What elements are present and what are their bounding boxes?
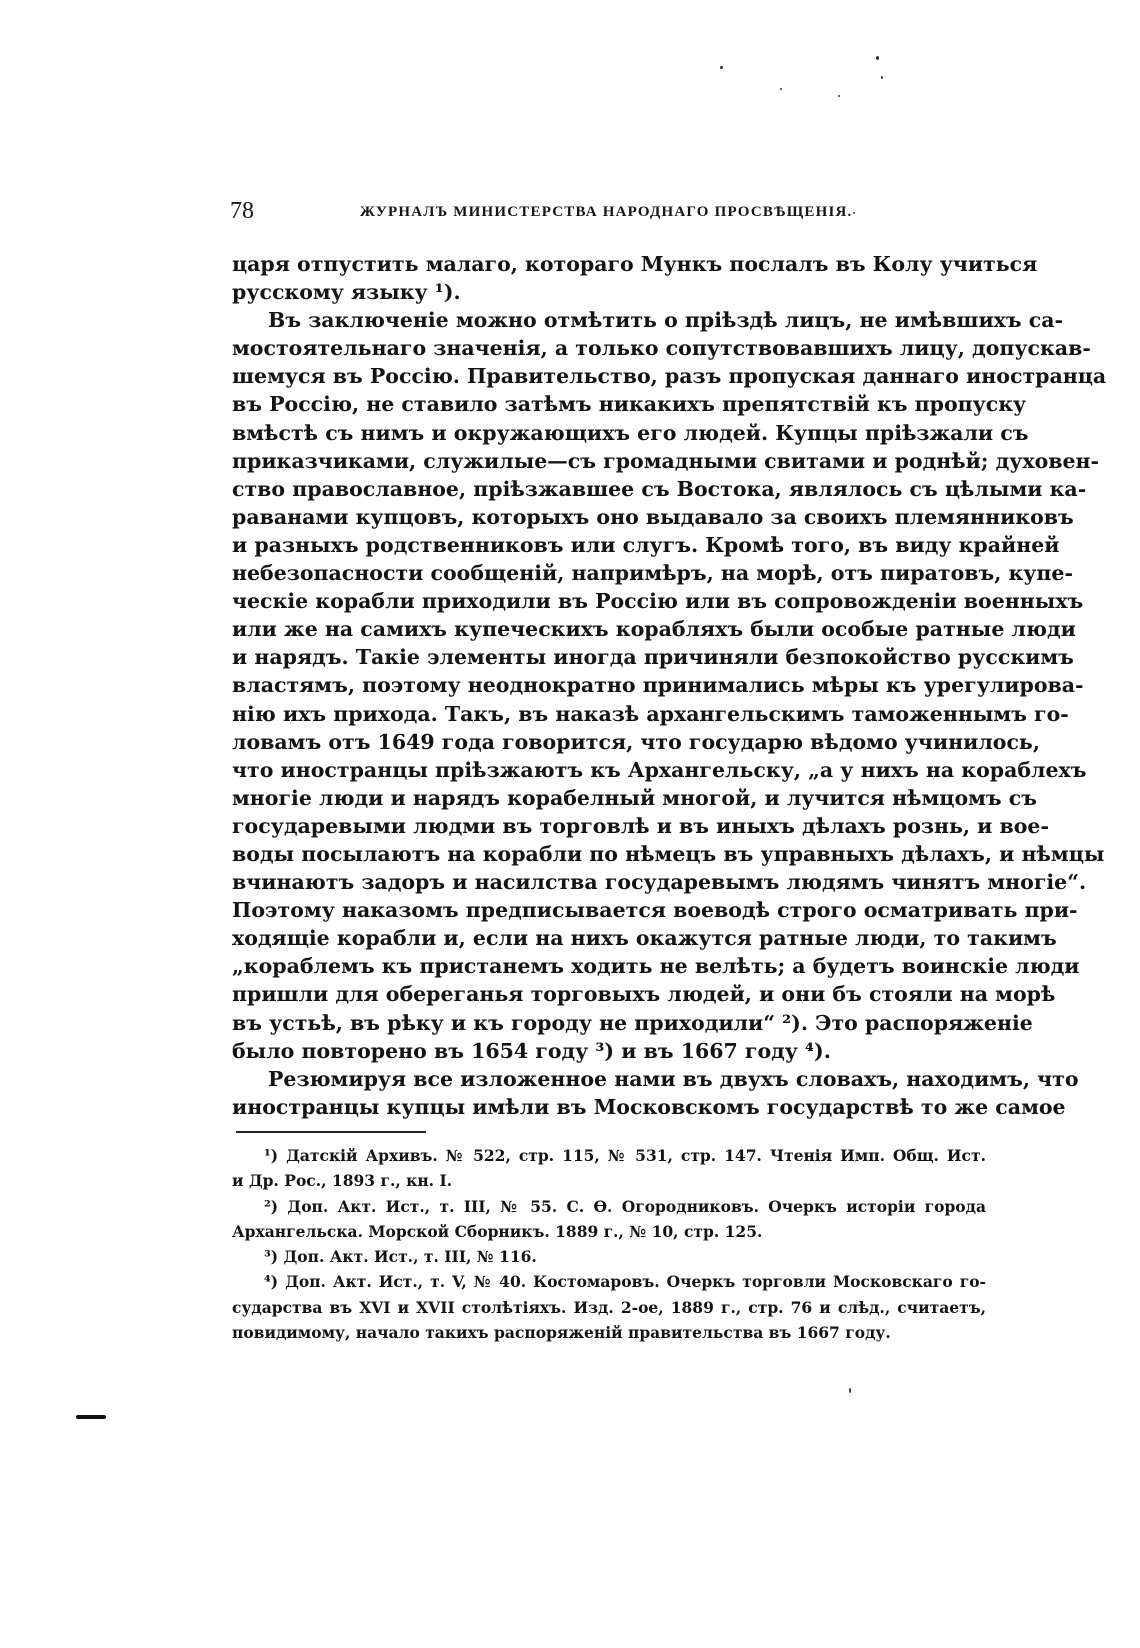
running-head: ЖУРНАЛЪ МИНИСТЕРСТВА НАРОДНАГО ПРОСВѢЩЕНІЯ.: [360, 204, 853, 220]
scan-speck: [876, 56, 879, 60]
body-line: воды посылаютъ на корабли по нѣмецъ въ управныхъ дѣлахъ, и нѣмцы: [232, 841, 1105, 866]
scan-speck: [720, 66, 723, 69]
body-line: или же на самихъ купеческихъ корабляхъ были особые ратные люди: [232, 617, 1076, 642]
body-line: нію ихъ прихода. Такъ, въ наказѣ архангельскимъ таможеннымъ го-: [232, 701, 1069, 726]
body-line: что иностранцы пріѣзжаютъ къ Архангельску, „а у нихъ на кораблехъ: [232, 757, 1087, 782]
body-line: раванами купцовъ, которыхъ оно выдавало за своихъ племянниковъ: [232, 504, 1074, 529]
footnote-line: Архангельска. Морской Сборникъ. 1889 г., № 10, стр. 125.: [232, 1221, 763, 1241]
body-line: Резюмируя все изложенное нами въ двухъ словахъ, находимъ, что: [268, 1066, 1079, 1091]
margin-dash-mark: [76, 1415, 106, 1419]
scan-speck: [853, 212, 855, 214]
body-line: русскому языку ¹).: [232, 280, 461, 305]
body-line: иностранцы купцы имѣли въ Московскомъ государствѣ то же самое: [232, 1094, 1066, 1119]
body-line: Въ заключеніе можно отмѣтить о пріѣздѣ лицъ, не имѣвшихъ са-: [268, 308, 1064, 333]
body-line: было повторено въ 1654 году ³) и въ 1667 году ⁴).: [232, 1038, 831, 1063]
body-line: и нарядъ. Такіе элементы иногда причиняли безпокойство русскимъ: [232, 645, 1074, 670]
body-line: властямъ, поэтому неоднократно принимались мѣры къ урегулирова-: [232, 673, 1084, 698]
body-line: вчинаютъ задоръ и насилства государевымъ людямъ чинятъ многіе“.: [232, 870, 1087, 895]
body-line: ство православное, пріѣзжавшее съ Востока, являлось съ цѣлыми ка-: [232, 476, 1087, 501]
footnote-line: ³) Доп. Акт. Ист., т. III, № 116.: [264, 1247, 537, 1267]
body-line: вмѣстѣ съ нимъ и окружающихъ его людей. Купцы пріѣзжали съ: [232, 420, 1029, 445]
body-text: [232, 250, 1107, 1121]
page-header: [230, 196, 990, 226]
footnote-line: ²) Доп. Акт. Ист., т. III, № 55. С. Ѳ. Огородниковъ. Очеркъ исторіи города: [264, 1196, 986, 1216]
body-line: пришли для обереганья торговыхъ людей, и они бъ стояли на морѣ: [232, 982, 1056, 1007]
footnote-line: сударства въ XVI и XVII столѣтіяхъ. Изд. 2-ое, 1889 г., стр. 76 и слѣд., считаетъ,: [232, 1297, 986, 1317]
scan-speck: [849, 1388, 851, 1393]
footnote-line: повидимому, начало такихъ распоряженій правительства въ 1667 году.: [232, 1323, 891, 1343]
body-line: ловамъ отъ 1649 года говорится, что государю вѣдомо учинилось,: [232, 729, 1040, 754]
page-number: 78: [230, 198, 254, 224]
body-line: Поэтому наказомъ предписывается воеводѣ строго осматривать при-: [232, 898, 1078, 923]
body-line: царя отпустить малаго, котораго Мункъ послалъ въ Колу учиться: [232, 252, 1038, 276]
footnote-line: ⁴) Доп. Акт. Ист., т. V, № 40. Костомаровъ. Очеркъ торговли Московскаго го-: [264, 1272, 986, 1292]
footnote-line: и Др. Рос., 1893 г., кн. I.: [232, 1171, 453, 1191]
scan-speck: [780, 88, 782, 90]
body-line: приказчиками, служилые—съ громадными свитами и роднѣй; духовен-: [232, 448, 1100, 473]
body-line: и разныхъ родственниковъ или слугъ. Кромѣ того, въ виду крайней: [232, 532, 1060, 557]
scan-speck: [881, 76, 883, 79]
body-line: въ Россію, не ставило затѣмъ никакихъ препятствій къ пропуску: [232, 392, 1027, 417]
body-line: въ устьѣ, въ рѣку и къ городу не приходили“ ²). Это распоряженіе: [232, 1010, 1033, 1035]
body-line: „кораблемъ къ пристанемъ ходить не велѣть; а будетъ воинскіе люди: [232, 954, 1080, 979]
body-line: шемуся въ Россію. Правительство, разъ пропуская даннаго иностранца: [232, 364, 1107, 389]
body-line: государевыми людми въ торговлѣ и въ иныхъ дѣлахъ рознь, и вое-: [232, 813, 1049, 838]
body-line: небезопасности сообщеній, напримѣръ, на морѣ, отъ пиратовъ, купе-: [232, 561, 1073, 586]
scan-speck: [838, 95, 840, 97]
body-line: ческіе корабли приходили въ Россію или въ сопровожденіи военныхъ: [232, 589, 1084, 614]
body-line: многіе люди и нарядъ корабелный многой, и лучится нѣмцомъ съ: [232, 785, 1038, 810]
footnote-rule: [236, 1131, 426, 1133]
footnote-line: ¹) Датскій Архивъ. № 522, стр. 115, № 531, стр. 147. Чтенія Имп. Общ. Ист.: [264, 1146, 986, 1165]
footnotes: [232, 1143, 986, 1345]
body-line: мостоятельнаго значенія, а только сопутствовавшихъ лицу, допускав-: [232, 336, 1091, 361]
body-line: ходящіе корабли и, если на нихъ окажутся ратные люди, то такимъ: [232, 926, 1057, 951]
